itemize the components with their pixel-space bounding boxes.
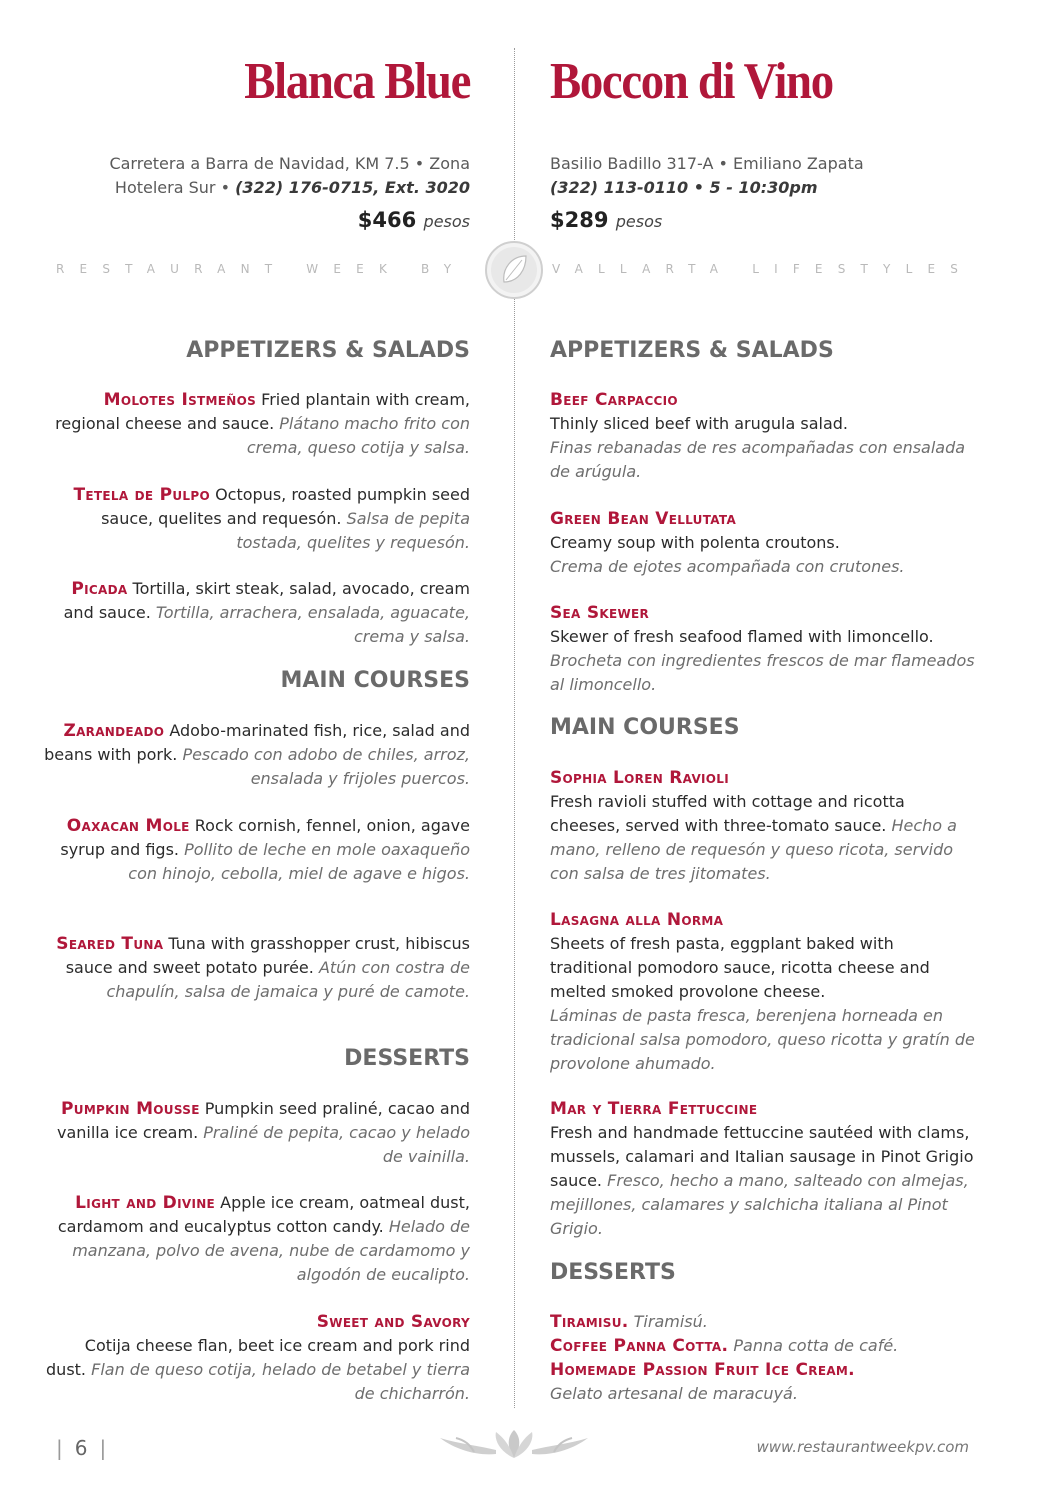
- price: $289 pesos: [550, 208, 663, 232]
- menu-item: Beef Carpaccio Thinly sliced beef with arugula salad. Finas rebanadas de res acompañadas con ensalada de arúgula.: [550, 390, 966, 481]
- website-url: www.restaurantweekpv.com: [756, 1438, 969, 1456]
- leaf-logo-icon: [484, 240, 544, 300]
- restaurant-header-left: [40, 53, 470, 232]
- menu-item: Zarandeado Adobo-marinated fish, rice, salad and beans with pork. Pescado con adobo de chiles, arroz, ensalada y frijoles puercos.: [44, 721, 470, 788]
- band-text-left: RESTAURANT WEEK BY: [56, 262, 467, 276]
- restaurant-address: Carretera a Barra de Navidad, KM 7.5 • Zona Hotelera Sur • (322) 176-0715, Ext. 3020: [109, 154, 470, 197]
- menu-item: Green Bean Vellutata Creamy soup with polenta croutons. Crema de ejotes acompañada con crutones.: [550, 509, 905, 576]
- menu-item: Tetela de Pulpo Octopus, roasted pumpkin seed sauce, quelites and requesón. Salsa de pepita tostada, quelites y requesón.: [73, 485, 470, 552]
- section-desserts: DESSERTS: [344, 1046, 470, 1071]
- restaurant-phone: (322) 176-0715, Ext. 3020: [235, 178, 470, 197]
- restaurant-name: Blanca Blue: [244, 53, 470, 110]
- section-main-courses: MAIN COURSES: [550, 715, 740, 740]
- menu-item: Lasagna alla Norma Sheets of fresh pasta, eggplant baked with traditional pomodoro sauce, ricotta cheese and melted smoked provolone cheese. Láminas de pasta fresca, berenjena horneada en tradicional salsa pomodoro, queso ricotta y gratín de provolone ahumado.: [550, 910, 975, 1073]
- menu-item: Mar y Tierra Fettuccine Fresh and handmade fettuccine sautéed with clams, mussels, calamari and Italian sausage in Pinot Grigio sauce. Fresco, hecho a mano, salteado con almejas, mejillones, calamares y salchicha italiana al Pinot Grigio.: [550, 1099, 974, 1238]
- restaurant-address: Basilio Badillo 317-A • Emiliano Zapata (322) 113-0110 • 5 - 10:30pm: [550, 154, 864, 197]
- menu-item: Light and Divine Apple ice cream, oatmeal dust, cardamom and eucalyptus cotton candy. Helado de manzana, polvo de avena, nube de cardamomo y algodón de eucalipto.: [57, 1193, 470, 1284]
- menu-item: Picada Tortilla, skirt steak, salad, avocado, cream and sauce. Tortilla, arrachera, ensalada, aguacate, crema y salsa.: [63, 579, 470, 646]
- section-appetizers: APPETIZERS & SALADS: [550, 338, 834, 363]
- floral-ornament-icon: [434, 1424, 594, 1464]
- price: $466 pesos: [357, 208, 470, 232]
- menu-item: Oaxacan Mole Rock cornish, fennel, onion, agave syrup and figs. Pollito de leche en mole oaxaqueño con hinojo, cebolla, miel de agave e higos.: [60, 816, 470, 883]
- menu-item: Homemade Passion Fruit Ice Cream. Gelato artesanal de maracuyá.: [550, 1360, 855, 1403]
- menu-item: Seared Tuna Tuna with grasshopper crust, hibiscus sauce and sweet potato purée. Atún con costra de chapulín, salsa de jamaica y puré de camote.: [56, 934, 470, 1001]
- menu-item: Tiramisu. Tiramisú.: [550, 1312, 708, 1332]
- menu-item: Pumpkin Mousse Pumpkin seed praliné, cacao and vanilla ice cream. Praliné de pepita, cacao y helado de vainilla.: [57, 1099, 470, 1166]
- menu-item: Sweet and Savory Cotija cheese flan, beet ice cream and pork rind dust. Flan de queso cotija, helado de betabel y tierra de chicharrón.: [46, 1312, 470, 1403]
- dessert-list: [550, 1310, 980, 1406]
- menu-item: Sea Skewer Skewer of fresh seafood flamed with limoncello. Brocheta con ingredientes frescos de mar flameados al limoncello.: [550, 603, 975, 694]
- band-text-right: VALLARTA LIFESTYLES: [552, 262, 974, 276]
- menu-item: Molotes Istmeños Fried plantain with cream, regional cheese and sauce. Plátano macho frito con crema, queso cotija y salsa.: [55, 390, 470, 457]
- restaurant-phone: (322) 113-0110 • 5 - 10:30pm: [550, 178, 818, 197]
- menu-item: Sophia Loren Ravioli Fresh ravioli stuffed with cottage and ricotta cheeses, served with three-tomato sauce. Hecho a mano, relleno de requesón y queso ricota, servido con salsa de tres jitomates.: [550, 768, 957, 883]
- page-number: | 6 |: [56, 1436, 107, 1460]
- restaurant-header-right: [550, 53, 990, 232]
- menu-item: Coffee Panna Cotta. Panna cotta de café.: [550, 1336, 899, 1356]
- restaurant-name: Boccon di Vino: [550, 53, 833, 110]
- section-appetizers: APPETIZERS & SALADS: [186, 338, 470, 363]
- section-main-courses: MAIN COURSES: [280, 668, 470, 693]
- section-desserts: DESSERTS: [550, 1260, 676, 1285]
